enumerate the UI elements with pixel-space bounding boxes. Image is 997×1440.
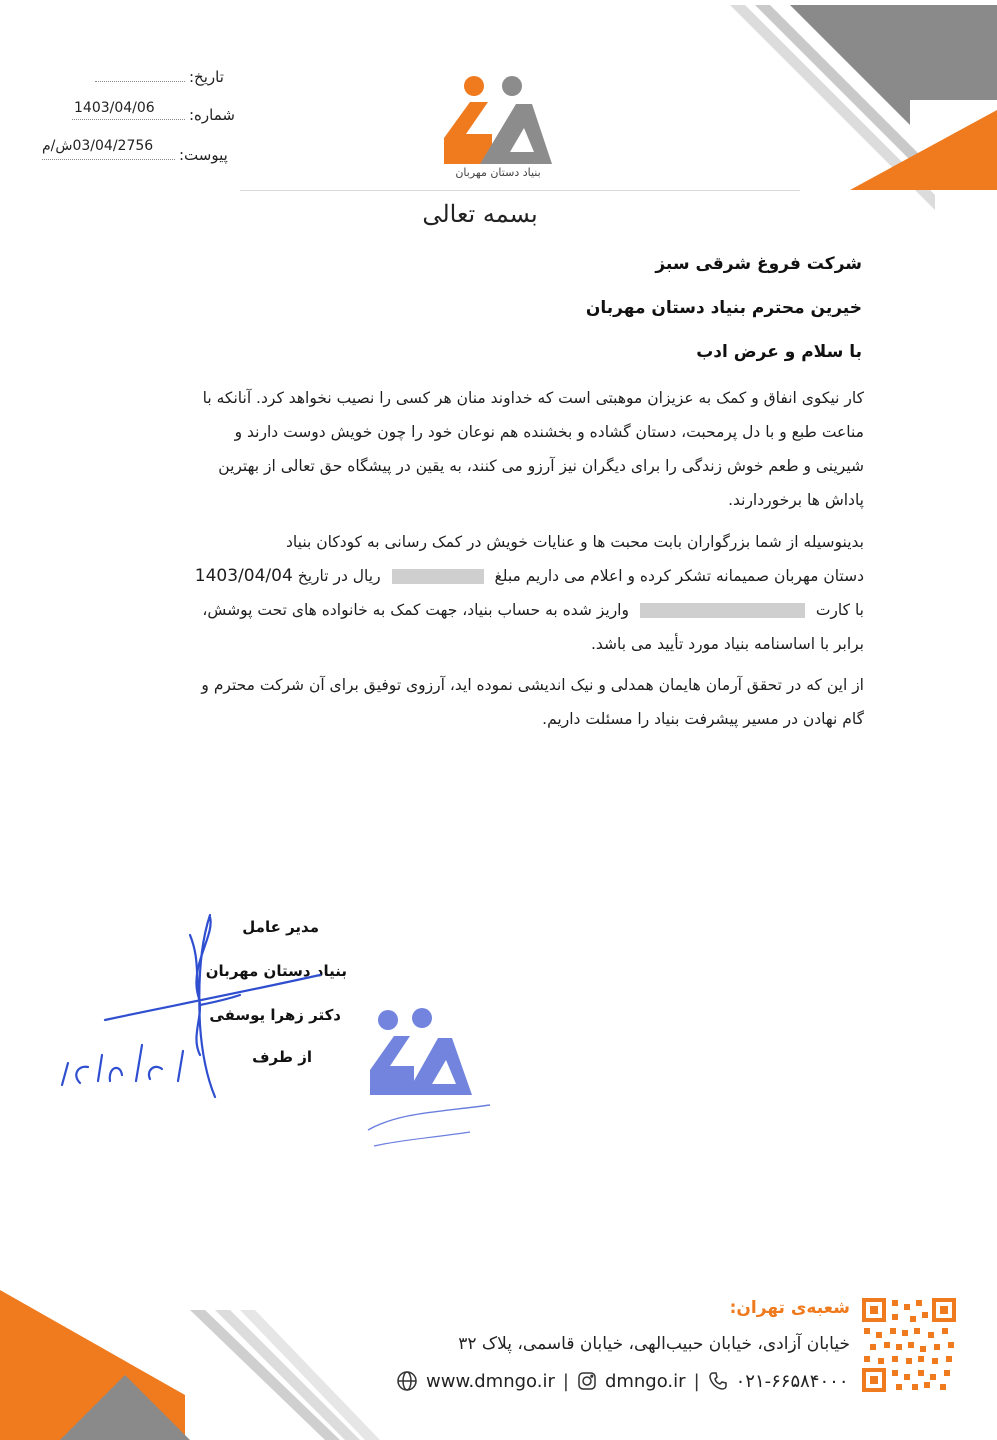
paragraph-1-line: پاداش ها برخوردارند. xyxy=(728,491,864,509)
amount-text-before: دستان مهربان صمیمانه تشکر کرده و اعلام می داریم مبلغ xyxy=(494,567,864,585)
signatory-org: بنیاد دستان مهربان xyxy=(205,962,347,980)
handwritten-signature xyxy=(50,905,350,1105)
signatory-name: دکتر زهرا یوسفی xyxy=(209,1006,341,1024)
top-right-corner-decoration xyxy=(730,5,997,210)
qr-code[interactable] xyxy=(862,1298,956,1392)
paragraph-3-line: گام نهادن در مسیر پیشرفت بنیاد را مسئلت داریم. xyxy=(542,710,864,728)
number-value: 1403/04/06 xyxy=(74,100,155,116)
number-label: شماره: xyxy=(189,106,235,124)
header-divider xyxy=(240,190,800,191)
number-dotted-line xyxy=(72,118,185,120)
phone-number[interactable]: ۰۲۱-۶۶۵۸۴۰۰۰ xyxy=(735,1370,849,1392)
paragraph-1-line: کار نیکوی انفاق و کمک به عزیزان موهبتی است که خداوند منان هر کسی را نصیب نخواهد کرد. آنانکه با xyxy=(202,389,864,407)
paragraph-3-line: از این که در تحقق آرمان هایمان همدلی و نیک اندیشی نموده اید، آرزوی توفیق برای آن شرکت محترم و xyxy=(201,676,864,694)
deposit-date: 1403/04/04 xyxy=(194,566,293,586)
greeting: با سلام و عرض ادب xyxy=(696,342,862,362)
redacted-amount xyxy=(392,569,484,584)
separator: | xyxy=(693,1370,700,1392)
date-field xyxy=(95,68,224,86)
paragraph-1-line: شیرینی و طعم خوش زندگی را برای دیگران نیز آرزو می کنند، به یقین در پیشگاه حق تعالی از بهترین xyxy=(218,457,864,475)
paragraph-3 xyxy=(118,668,864,736)
brand-logo xyxy=(440,72,556,168)
attachment-dotted-line xyxy=(42,158,175,160)
branch-address: خیابان آزادی، خیابان حبیب‌الهی، خیابان قاسمی، پلاک ۳۲ xyxy=(458,1334,850,1354)
date-dotted-line xyxy=(95,80,185,82)
instagram-icon xyxy=(577,1371,597,1391)
paragraph-2-line: بدینوسیله از شما بزرگواران بابت محبت ها و عنایات خویش در کمک رسانی به کودکان بنیاد xyxy=(286,533,864,551)
date-label: تاریخ: xyxy=(189,68,224,86)
globe-icon xyxy=(396,1370,418,1392)
attachment-value: 03/04/2756ش/م xyxy=(42,138,154,154)
recipient-company: شرکت فروغ شرقی سبز xyxy=(655,254,862,274)
recipient-line: خیرین محترم بنیاد دستان مهربان xyxy=(585,298,862,318)
separator: | xyxy=(562,1370,569,1392)
organization-stamp xyxy=(360,1000,500,1160)
paragraph-2-line-amount xyxy=(118,559,864,593)
contact-bar xyxy=(396,1370,848,1392)
branch-title: شعبه‌ی تهران: xyxy=(729,1298,850,1318)
redacted-card-number xyxy=(640,603,805,618)
phone-icon xyxy=(708,1371,728,1391)
card-text-after: واریز شده به حساب بنیاد، جهت کمک به خانواده های تحت پوشش، xyxy=(202,601,629,619)
paragraph-1-line: مناعت طبع و با دل پرمحبت، دستان گشاده و بخشنده هم نوعان خود را چون خویش دوست دارند و xyxy=(234,423,864,441)
attachment-label: پیوست: xyxy=(179,146,228,164)
bottom-left-corner-decoration xyxy=(0,1290,380,1440)
paragraph-1 xyxy=(118,381,864,517)
paragraph-2-line-card xyxy=(118,593,864,627)
signatory-title: مدیر عامل xyxy=(242,918,319,936)
on-behalf-of: از طرف xyxy=(252,1048,312,1066)
instagram-handle[interactable]: dmngo.ir xyxy=(604,1370,686,1392)
basmala: بسمه تعالی xyxy=(422,200,538,228)
paragraph-2-line: برابر با اساسنامه بنیاد مورد تأیید می باشد. xyxy=(590,635,864,653)
website-link[interactable]: www.dmngo.ir xyxy=(426,1370,555,1392)
amount-text-after: ریال در تاریخ xyxy=(297,567,381,585)
paragraph-2 xyxy=(118,525,864,661)
brand-caption: بنیاد دستان مهربان xyxy=(455,166,541,179)
card-text-before: با کارت xyxy=(815,601,864,619)
